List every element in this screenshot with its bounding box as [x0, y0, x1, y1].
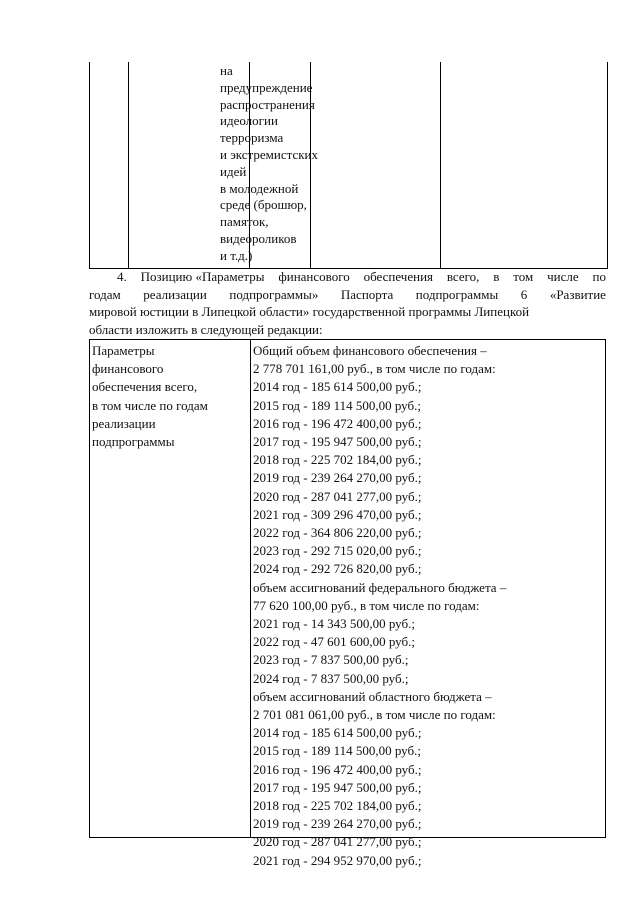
- parameter-value-cell: [253, 342, 603, 870]
- parameter-value-line: 2014 год - 185 614 500,00 руб.;: [253, 725, 422, 741]
- cell-text-line: памяток,: [220, 214, 269, 230]
- parameter-value-line: 2020 год - 287 041 277,00 руб.;: [253, 488, 422, 504]
- parameter-value-line: 2021 год - 309 296 470,00 руб.;: [253, 506, 422, 522]
- paragraph-word: реализации: [143, 286, 207, 302]
- paragraph-line: [89, 268, 606, 286]
- cell-text-line: в молодежной: [220, 180, 299, 196]
- parameter-value-line: 2018 год - 225 702 184,00 руб.;: [253, 798, 422, 814]
- parameter-value-line: Общий объем финансового обеспечения –: [253, 343, 487, 358]
- parameter-name-line: подпрограммы: [92, 434, 175, 450]
- paragraph-line: [89, 286, 606, 304]
- column-divider: [440, 62, 441, 268]
- parameter-value-line: 2018 год - 225 702 184,00 руб.;: [253, 452, 422, 468]
- cell-text-line: и т.д.): [220, 247, 253, 263]
- parameter-value-line: 2023 год - 7 837 500,00 руб.;: [253, 652, 409, 668]
- parameter-value-line: 2024 год - 292 726 820,00 руб.;: [253, 561, 422, 577]
- parameter-name-line: обеспечения всего,: [92, 379, 198, 395]
- cell-text-line: и экстремистских: [220, 146, 318, 162]
- column-divider: [250, 340, 251, 837]
- parameter-value-line: 2021 год - 294 952 970,00 руб.;: [253, 852, 422, 868]
- parameter-value-line: 2016 год - 196 472 400,00 руб.;: [253, 415, 422, 431]
- paragraph-word: Паспорта: [340, 286, 394, 302]
- parameter-value-line: 2017 год - 195 947 500,00 руб.;: [253, 434, 422, 450]
- parameter-value-line: объем ассигнований областного бюджета –: [253, 688, 492, 704]
- parameter-value-line: 2022 год - 364 806 220,00 руб.;: [253, 525, 422, 541]
- parameter-value-line: 2015 год - 189 114 500,00 руб.;: [253, 397, 421, 413]
- parameter-name-line: финансового: [92, 361, 164, 377]
- paragraph-word: подпрограммы: [415, 286, 499, 302]
- paragraph-word: том: [513, 269, 534, 284]
- paragraph-word: обеспечения: [363, 269, 434, 284]
- finance-parameters-table: [89, 339, 606, 868]
- parameter-value-line: 2015 год - 189 114 500,00 руб.;: [253, 743, 421, 759]
- top-table-fragment: [89, 62, 608, 269]
- cell-text-line: идеологии: [220, 113, 278, 129]
- parameter-value-line: 2022 год - 47 601 600,00 руб.;: [253, 634, 415, 650]
- parameter-value-line: 77 620 100,00 руб., в том числе по годам:: [253, 597, 480, 613]
- paragraph-word: числе: [547, 269, 579, 284]
- parameter-value-line: 2019 год - 239 264 270,00 руб.;: [253, 470, 422, 486]
- paragraph-word: 6: [520, 286, 528, 302]
- parameter-value-line: 2021 год - 14 343 500,00 руб.;: [253, 616, 415, 632]
- paragraph-word: по: [592, 269, 606, 284]
- paragraph-line: [89, 321, 606, 339]
- parameter-value-line: объем ассигнований федерального бюджета –: [253, 579, 507, 595]
- cell-text-line: видеороликов: [220, 230, 297, 246]
- cell-text-line: терроризма: [220, 130, 284, 146]
- paragraph-word: в: [493, 269, 500, 284]
- paragraph-word: подпрограммы»: [229, 286, 319, 302]
- paragraph-word: Позицию «Параметры: [140, 269, 265, 284]
- cell-text-line: предупреждение: [220, 79, 313, 95]
- parameter-value-line: 2017 год - 195 947 500,00 руб.;: [253, 779, 422, 795]
- parameter-name-line: в том числе по годам: [92, 397, 208, 413]
- cell-text-line: среде (брошюр,: [220, 197, 307, 213]
- paragraph-word: области изложить в следующей редакции:: [89, 321, 323, 337]
- parameter-name-line: Параметры: [92, 343, 155, 358]
- parameter-value-line: 2024 год - 7 837 500,00 руб.;: [253, 670, 409, 686]
- paragraph-word: всего,: [446, 269, 480, 284]
- amendment-paragraph: [89, 268, 606, 338]
- paragraph-line: [89, 303, 606, 321]
- column-divider: [128, 62, 129, 268]
- parameter-name-line: реализации: [92, 415, 156, 431]
- paragraph-word: 4.: [117, 269, 127, 284]
- parameter-value-line: 2016 год - 196 472 400,00 руб.;: [253, 761, 422, 777]
- parameter-value-line: 2023 год - 292 715 020,00 руб.;: [253, 543, 422, 559]
- paragraph-word: годам: [89, 286, 121, 302]
- measure-description-cell: [220, 63, 338, 265]
- cell-text-line: на: [220, 63, 233, 78]
- paragraph-word: «Развитие: [549, 286, 606, 302]
- cell-text-line: идей: [220, 163, 247, 179]
- parameter-value-line: 2 701 081 061,00 руб., в том числе по годам:: [253, 707, 496, 723]
- parameter-value-line: 2 778 701 161,00 руб., в том числе по годам:: [253, 361, 496, 377]
- parameter-name-cell: [92, 342, 248, 451]
- parameter-value-line: 2020 год - 287 041 277,00 руб.;: [253, 834, 422, 850]
- cell-text-line: распространения: [220, 96, 315, 112]
- paragraph-word: мировой юстиции в Липецкой области» государственной программы Липецкой: [89, 304, 530, 319]
- parameter-value-line: 2019 год - 239 264 270,00 руб.;: [253, 816, 422, 832]
- parameter-value-line: 2014 год - 185 614 500,00 руб.;: [253, 379, 422, 395]
- paragraph-word: финансового: [278, 269, 350, 284]
